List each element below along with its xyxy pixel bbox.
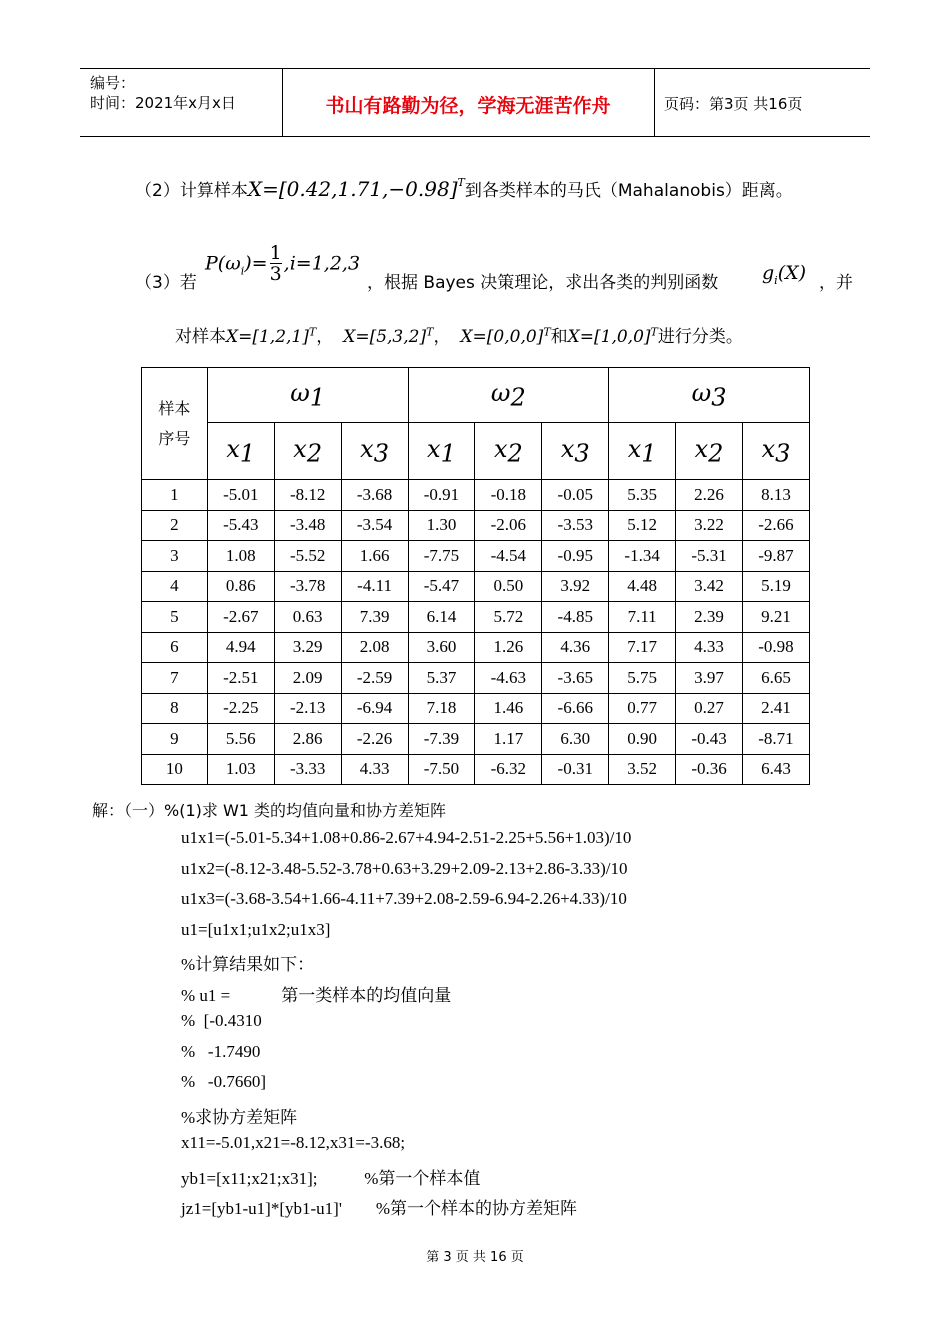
solution-line: % -0.7660]: [181, 1072, 266, 1091]
table-cell: 1.08: [207, 541, 274, 572]
table-cell: 5.37: [408, 663, 475, 694]
sample-index-cell: 3: [142, 541, 208, 572]
table-cell: 1.30: [408, 510, 475, 541]
feature-symbol: x: [627, 434, 642, 463]
table-cell: 3.92: [542, 571, 609, 602]
q3-g-arg: (X): [777, 262, 807, 284]
q3-g-sub: i: [774, 273, 778, 287]
table-cell: -5.47: [408, 571, 475, 602]
table-cell: 7.17: [609, 632, 676, 663]
sample-index-cell: 9: [142, 724, 208, 755]
q3-index: ,i=1,2,3: [283, 252, 361, 275]
table-cell: -2.51: [207, 663, 274, 694]
table-cell: 2.39: [676, 602, 743, 633]
table-cell: 6.65: [742, 663, 809, 694]
solution-line: jz1=[yb1-u1]*[yb1-u1]' %第一个样本的协方差矩阵: [181, 1199, 578, 1218]
table-cell: 5.35: [609, 480, 676, 511]
feature-symbol: x: [560, 434, 575, 463]
table-cell: 1.46: [475, 693, 542, 724]
table-cell: 9.21: [742, 602, 809, 633]
table-cell: 2.86: [274, 724, 341, 755]
table-cell: 0.77: [609, 693, 676, 724]
table-cell: -2.26: [341, 724, 408, 755]
table-cell: 2.08: [341, 632, 408, 663]
page-footer: 第 3 页 共 16 页: [426, 1250, 524, 1265]
feature-symbol: x: [493, 434, 508, 463]
table-cell: 4.36: [542, 632, 609, 663]
sample-index-cell: 8: [142, 693, 208, 724]
table-cell: 5.72: [475, 602, 542, 633]
table-cell: -8.12: [274, 480, 341, 511]
table-cell: -5.01: [207, 480, 274, 511]
table-cell: -2.06: [475, 510, 542, 541]
solution-line: x11=-5.01,x21=-8.12,x31=-3.68;: [181, 1133, 406, 1152]
table-cell: -5.43: [207, 510, 274, 541]
solution-line: %计算结果如下：: [181, 955, 315, 974]
table-cell: 6.43: [742, 754, 809, 785]
table-row: [142, 602, 810, 633]
table-cell: 3.97: [676, 663, 743, 694]
table-cell: -1.34: [609, 541, 676, 572]
table-row: [142, 754, 810, 785]
q3-sample-3: X=[0,0,0]: [460, 327, 544, 347]
solution-line: u1x1=(-5.01-5.34+1.08+0.86-2.67+4.94-2.51-2.25+5.56+1.03)/10: [181, 828, 632, 847]
feature-symbol: x: [360, 434, 374, 463]
q3-t: T: [543, 325, 551, 339]
solution-line: % [-0.4310: [181, 1011, 262, 1030]
q3-sep: ，: [433, 327, 451, 347]
sample-index-cell: 4: [142, 571, 208, 602]
feature-header-cell: [742, 423, 809, 480]
q3-sep: ，: [316, 327, 334, 347]
table-cell: 3.60: [408, 632, 475, 663]
doc-number-label: 编号：: [90, 74, 136, 92]
feature-subscript: 2: [708, 439, 724, 468]
feature-header-cell: [207, 423, 274, 480]
table-body: [142, 480, 810, 785]
omega-symbol: ω: [290, 378, 310, 407]
feature-symbol: x: [427, 434, 441, 463]
table-cell: -0.95: [542, 541, 609, 572]
q2-prefix: （2）计算样本: [135, 181, 248, 201]
table-cell: -0.31: [542, 754, 609, 785]
table-cell: 6.30: [542, 724, 609, 755]
table-cell: 1.66: [341, 541, 408, 572]
feature-header-cell: [609, 423, 676, 480]
q3-prob-sub: i: [240, 264, 245, 278]
table-cell: 5.75: [609, 663, 676, 694]
table-cell: 7.39: [341, 602, 408, 633]
q2-transpose: T: [457, 176, 465, 189]
table-row: [142, 724, 810, 755]
table-cell: 7.18: [408, 693, 475, 724]
table-cell: -6.32: [475, 754, 542, 785]
question-3-line-2: [175, 322, 743, 347]
table-cell: -4.54: [475, 541, 542, 572]
header-divider: [654, 69, 655, 136]
table-cell: 0.50: [475, 571, 542, 602]
solution-line: % u1 = 第一类样本的均值向量: [181, 985, 452, 1005]
table-cell: -2.13: [274, 693, 341, 724]
table-cell: -0.91: [408, 480, 475, 511]
feature-symbol: x: [761, 434, 776, 463]
header-motto: 书山有路勤为径，学海无涯苦作舟: [325, 95, 611, 117]
table-row: [142, 510, 810, 541]
table-cell: 2.09: [274, 663, 341, 694]
table-cell: 5.56: [207, 724, 274, 755]
solution-line: yb1=[x11;x21;x31]; %第一个样本值: [181, 1168, 481, 1188]
table-cell: 4.48: [609, 571, 676, 602]
q3-t: T: [308, 325, 317, 339]
table-cell: -0.36: [676, 754, 743, 785]
sample-index-cell: 6: [142, 632, 208, 663]
table-cell: -3.54: [341, 510, 408, 541]
table-class-header-row: [142, 368, 810, 423]
table-cell: 4.33: [341, 754, 408, 785]
feature-header-cell: [341, 423, 408, 480]
q3-prior: [205, 244, 360, 285]
table-cell: -2.59: [341, 663, 408, 694]
class-header-omega-1: [207, 368, 408, 423]
solution-line: %求协方差矩阵: [181, 1107, 298, 1127]
q3-prefix: （3）若: [135, 273, 197, 293]
feature-header-cell: [475, 423, 542, 480]
q3-and: 和: [550, 327, 568, 347]
table-cell: -3.65: [542, 663, 609, 694]
table-cell: -4.85: [542, 602, 609, 633]
table-cell: 2.41: [742, 693, 809, 724]
table-cell: 7.11: [609, 602, 676, 633]
table-cell: 4.33: [676, 632, 743, 663]
table-cell: -0.18: [475, 480, 542, 511]
table-cell: -7.75: [408, 541, 475, 572]
table-cell: 3.22: [676, 510, 743, 541]
table-cell: -5.31: [676, 541, 743, 572]
class-header-omega-3: [609, 368, 810, 423]
omega-subscript: 3: [711, 383, 727, 412]
table-cell: -3.68: [341, 480, 408, 511]
omega-symbol: ω: [490, 378, 511, 407]
table-cell: 6.14: [408, 602, 475, 633]
table-cell: 0.63: [274, 602, 341, 633]
q3-sample-2: X=[5,3,2]: [343, 327, 427, 347]
q3-fraction: [270, 244, 282, 285]
table-cell: -4.63: [475, 663, 542, 694]
feature-header-cell: [274, 423, 341, 480]
table-cell: 4.94: [207, 632, 274, 663]
feature-subscript: 2: [507, 439, 523, 468]
table-cell: -8.71: [742, 724, 809, 755]
question-2: [135, 176, 793, 201]
table-cell: 0.90: [609, 724, 676, 755]
feature-header-cell: [408, 423, 475, 480]
table-row: [142, 632, 810, 663]
row-header-cell: [142, 368, 208, 480]
table-row: [142, 571, 810, 602]
table-row: [142, 693, 810, 724]
q3-line2-prefix: 对样本: [175, 327, 226, 347]
solution-intro-text: 解：（一）%(1)求 W1 类的均值向量和协方差矩阵: [92, 801, 447, 820]
table-cell: 1.17: [475, 724, 542, 755]
feature-subscript: 1: [239, 439, 256, 468]
solution-line: u1x3=(-3.68-3.54+1.66-4.11+7.39+2.08-2.59-6.94-2.26+4.33)/10: [181, 889, 627, 908]
sample-index-cell: 10: [142, 754, 208, 785]
table-cell: 3.42: [676, 571, 743, 602]
table-cell: 5.12: [609, 510, 676, 541]
table-cell: -0.05: [542, 480, 609, 511]
q3-t: T: [426, 325, 434, 339]
q2-vector: X=[0.42,1.71,−0.98]: [247, 177, 458, 201]
table-cell: -2.67: [207, 602, 274, 633]
q3-g: g: [762, 262, 775, 284]
table-feature-header-row: [142, 423, 810, 480]
feature-symbol: x: [226, 434, 240, 463]
table-cell: 1.03: [207, 754, 274, 785]
feature-subscript: 1: [440, 439, 456, 468]
table-cell: -2.66: [742, 510, 809, 541]
header-meta: [90, 73, 236, 113]
table-cell: 3.52: [609, 754, 676, 785]
sample-index-cell: 7: [142, 663, 208, 694]
q3-line2-suffix: 进行分类。: [657, 327, 743, 347]
q3-tail: ，并: [819, 273, 853, 293]
table-cell: 0.86: [207, 571, 274, 602]
sample-index-cell: 5: [142, 602, 208, 633]
table-cell: -0.43: [676, 724, 743, 755]
solution-line: u1=[u1x1;u1x2;u1x3]: [181, 919, 331, 939]
table-cell: -5.52: [274, 541, 341, 572]
table-cell: -0.98: [742, 632, 809, 663]
q3-prob-lhs: P(ω: [205, 252, 241, 275]
sample-table: [141, 367, 810, 785]
q3-middle: ，根据 Bayes 决策理论，求出各类的判别函数: [367, 273, 719, 293]
table-cell: -3.78: [274, 571, 341, 602]
table-cell: 2.26: [676, 480, 743, 511]
table-cell: 5.19: [742, 571, 809, 602]
q2-suffix: 到各类样本的马氏（Mahalanobis）距离。: [464, 181, 793, 201]
feature-header-cell: [676, 423, 743, 480]
page-header: [80, 68, 870, 137]
table-cell: -3.53: [542, 510, 609, 541]
table-cell: -3.33: [274, 754, 341, 785]
feature-subscript: 2: [306, 439, 323, 468]
table-cell: -7.50: [408, 754, 475, 785]
table-cell: -9.87: [742, 541, 809, 572]
table-cell: -6.94: [341, 693, 408, 724]
q3-sample-4: X=[1,0,0]: [567, 327, 651, 347]
class-header-omega-2: [408, 368, 609, 423]
header-page-label: 页码：第3页 共16页: [664, 95, 803, 113]
table-cell: 8.13: [742, 480, 809, 511]
q3-sample-1: X=[1,2,1]: [226, 327, 309, 347]
table-cell: -7.39: [408, 724, 475, 755]
table-cell: 1.26: [475, 632, 542, 663]
table-row: [142, 663, 810, 694]
table-cell: -4.11: [341, 571, 408, 602]
q3-discriminant: [762, 262, 806, 287]
table-cell: -2.25: [207, 693, 274, 724]
q3-frac-num: 1: [269, 242, 282, 264]
feature-symbol: x: [293, 434, 307, 463]
solution-line: % -1.7490: [181, 1041, 261, 1061]
omega-symbol: ω: [691, 378, 712, 407]
doc-time-label: 时间：2021年x月x日: [90, 94, 236, 112]
table-cell: -3.48: [274, 510, 341, 541]
table-cell: 3.29: [274, 632, 341, 663]
solution-intro: [92, 798, 446, 821]
feature-subscript: 3: [574, 439, 590, 468]
omega-subscript: 2: [510, 383, 526, 412]
q3-t: T: [650, 325, 658, 339]
sample-index-cell: 2: [142, 510, 208, 541]
table-row: [142, 480, 810, 511]
solution-line: u1x2=(-8.12-3.48-5.52-3.78+0.63+3.29+2.09-2.13+2.86-3.33)/10: [181, 858, 628, 878]
q3-prob-rhs: )=: [244, 252, 268, 275]
row-header-line: 样本: [158, 398, 191, 418]
feature-subscript: 1: [641, 439, 657, 468]
omega-subscript: 1: [309, 383, 326, 412]
feature-header-cell: [542, 423, 609, 480]
sample-index-cell: 1: [142, 480, 208, 511]
feature-symbol: x: [694, 434, 709, 463]
table-cell: -6.66: [542, 693, 609, 724]
table-row: [142, 541, 810, 572]
row-header-line: 序号: [158, 428, 191, 448]
feature-subscript: 3: [373, 439, 389, 468]
table-cell: 0.27: [676, 693, 743, 724]
q3-frac-den: 3: [269, 263, 282, 285]
feature-subscript: 3: [775, 439, 791, 468]
